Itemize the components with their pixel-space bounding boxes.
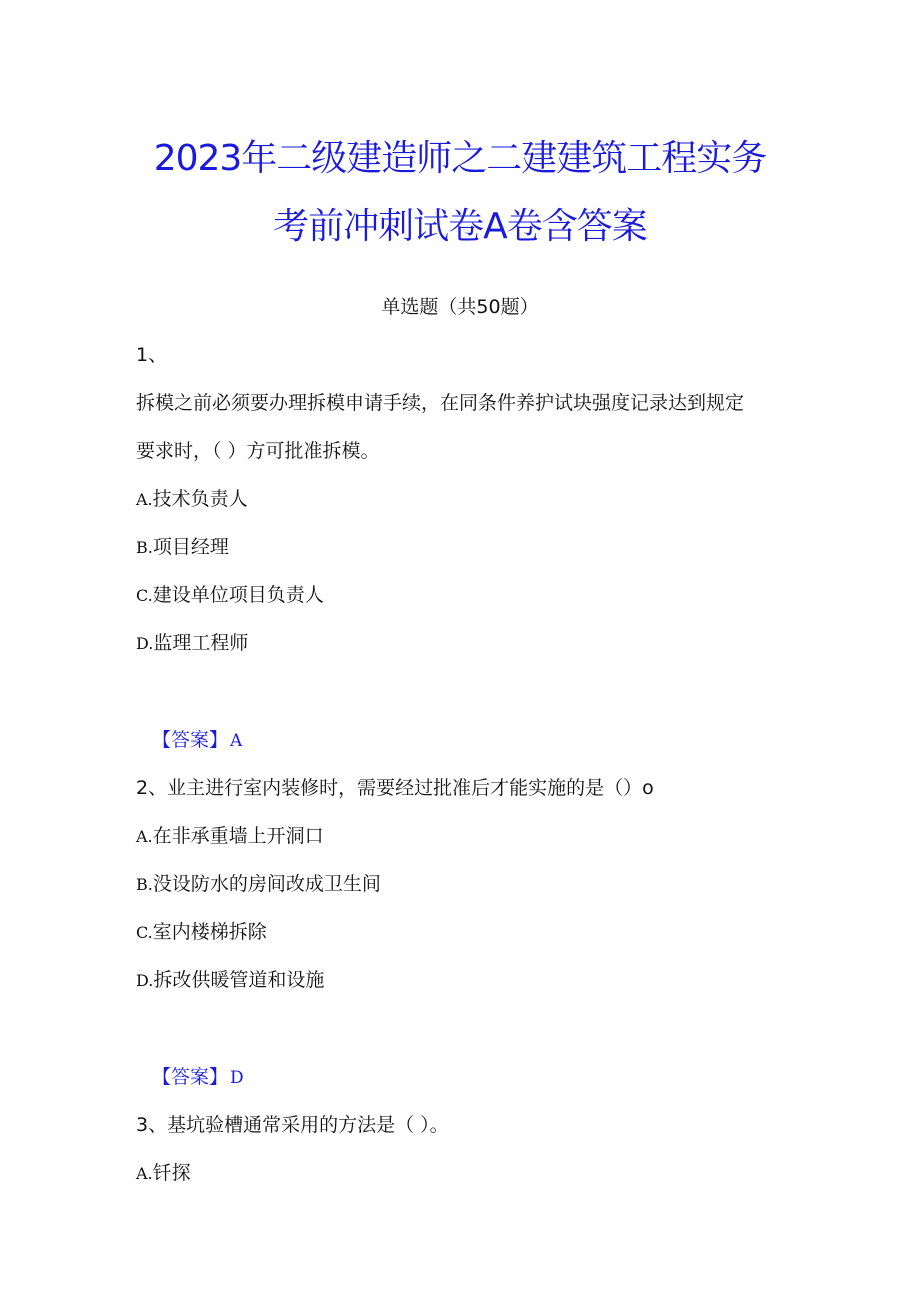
- option-letter: A.: [136, 490, 153, 509]
- option-text: 室内楼梯拆除: [152, 921, 267, 943]
- option-letter: B.: [136, 875, 153, 894]
- section-heading: 单选题（共50题）: [381, 296, 539, 318]
- question-2-stem-text: 业主进行室内装修时，需要经过批准后才能实施的是（）o: [167, 777, 654, 799]
- answer-value: D: [230, 1068, 244, 1088]
- option-text: 钎探: [152, 1162, 191, 1184]
- document-title-line-1: 2023年二级建造师之二建建筑工程实务: [153, 138, 767, 179]
- question-3-number: 3、: [136, 1114, 168, 1136]
- question-1-stem-line-2: 要求时，（ ）方可批准拆模。: [136, 440, 380, 462]
- option-letter: A.: [136, 827, 153, 846]
- question-2-option-b: [136, 869, 381, 896]
- question-3-stem: [136, 1110, 449, 1137]
- option-text: 在非承重墙上开洞口: [152, 825, 324, 847]
- option-text: 没设防水的房间改成卫生间: [152, 873, 381, 895]
- question-1-stem-line-1: 拆模之前必须要办理拆模申请手续，在同条件养护试块强度记录达到规定: [136, 392, 745, 414]
- option-text: 拆改供暖管道和设施: [153, 969, 325, 991]
- question-1-option-b: [136, 532, 229, 559]
- question-1-option-c: [136, 580, 324, 607]
- answer-label: 【答案】: [152, 1066, 229, 1088]
- option-letter: C.: [136, 923, 153, 942]
- option-letter: B.: [136, 538, 153, 557]
- option-text: 建设单位项目负责人: [152, 584, 324, 606]
- question-2-option-a: [136, 821, 324, 848]
- question-1-number: 1、: [136, 344, 168, 366]
- question-2-number: 2、: [136, 777, 168, 799]
- question-2-option-d: [136, 965, 324, 992]
- document-title-line-2: 考前冲刺试卷A卷含答案: [273, 206, 647, 247]
- question-1-option-d: [136, 628, 248, 655]
- question-2-stem: [136, 773, 654, 800]
- option-letter: D.: [136, 971, 154, 990]
- option-letter: A.: [136, 1164, 153, 1183]
- option-text: 项目经理: [152, 536, 229, 558]
- option-text: 监理工程师: [153, 632, 249, 654]
- answer-value: A: [230, 731, 243, 751]
- question-2-option-c: [136, 917, 267, 944]
- option-text: 技术负责人: [152, 488, 248, 510]
- question-1-option-a: [136, 484, 248, 511]
- question-3-stem-text: 基坑验槽通常采用的方法是（ ）。: [167, 1114, 449, 1136]
- option-letter: D.: [136, 634, 154, 653]
- question-2-answer: [152, 1062, 244, 1089]
- question-1-answer: [152, 725, 242, 752]
- answer-label: 【答案】: [152, 729, 229, 751]
- option-letter: C.: [136, 586, 153, 605]
- question-3-option-a: [136, 1158, 191, 1185]
